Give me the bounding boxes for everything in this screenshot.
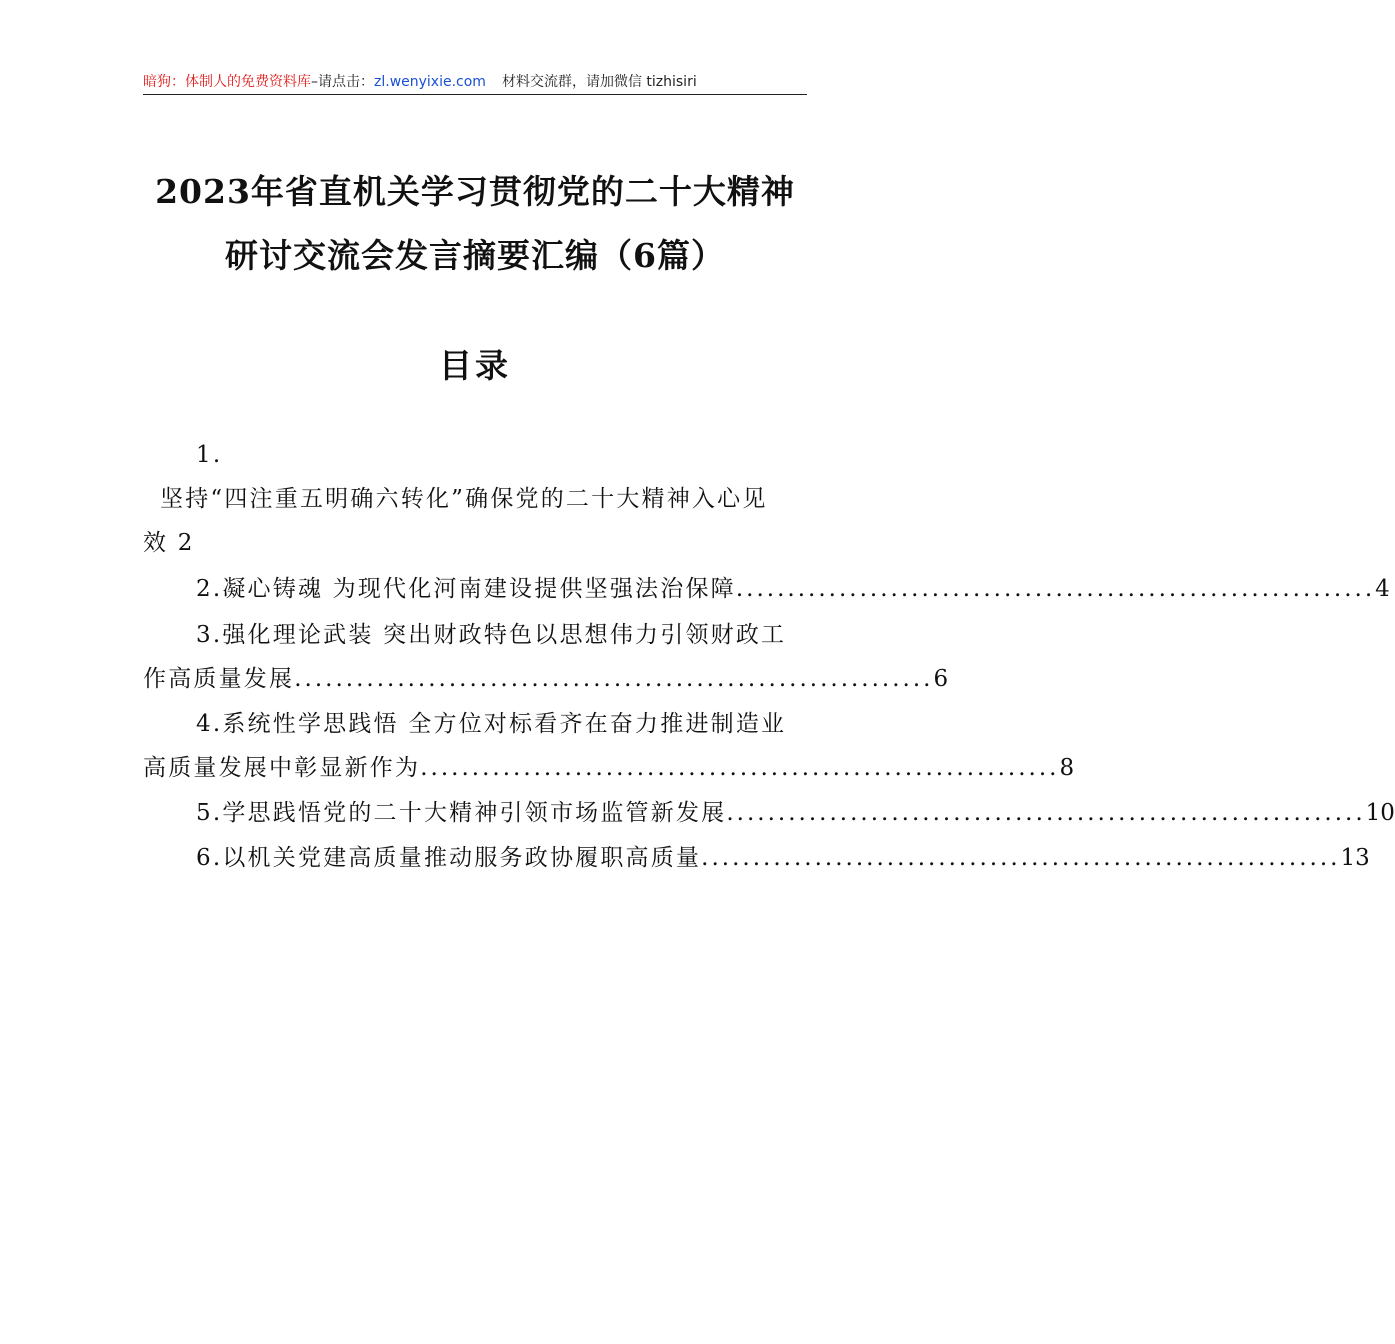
toc-entry-2-leader: .............................................................. <box>735 576 1376 602</box>
toc-heading: 目录 <box>439 346 511 385</box>
toc-entry-4-line1[interactable]: 4.系统性学思践悟 全方位对标看齐在奋力推进制造业 <box>196 711 787 737</box>
toc-entry-2-page: 4 <box>1375 576 1390 602</box>
toc-entry-4-line2[interactable] <box>143 753 1075 783</box>
header-url-link[interactable]: zl.wenyixie.com <box>374 74 486 90</box>
toc-entry-1-line1[interactable]: 坚持“四注重五明确六转化”确保党的二十大精神入心见 <box>160 486 768 512</box>
toc-entry-3-line1[interactable]: 3.强化理论武装 突出财政特色以思想伟力引领财政工 <box>196 622 787 648</box>
toc-entry-4-page: 8 <box>1059 755 1075 781</box>
toc-entry-5-leader: .............................................................. <box>726 800 1366 826</box>
toc-entry-4-leader: .............................................................. <box>420 755 1060 781</box>
toc-entry-1-line2[interactable]: 效 2 <box>143 530 195 556</box>
document-title-line1: 2023年省直机关学习贯彻党的二十大精神 <box>155 172 795 211</box>
toc-entry-5-text: 5.学思践悟党的二十大精神引领市场监管新发展 <box>196 800 727 826</box>
toc-entry-2-text: 2.凝心铸魂 为现代化河南建设提供坚强法治保障 <box>196 576 736 602</box>
page-header <box>143 66 807 95</box>
toc-entry-6-text: 6.以机关党建高质量推动服务政协履职高质量 <box>196 845 702 871</box>
header-wechat-note: 材料交流群，请加微信 tizhisiri <box>501 74 697 90</box>
toc-entry-6[interactable] <box>196 843 1370 873</box>
document-title-line2: 研讨交流会发言摘要汇编（6篇） <box>225 236 725 275</box>
toc-entry-3-leader: .............................................................. <box>294 666 934 692</box>
toc-entry-3-line2[interactable] <box>143 664 949 694</box>
toc-entry-3-page: 6 <box>933 666 949 692</box>
toc-entry-1-number[interactable]: 1. <box>196 442 223 468</box>
toc-entry-5[interactable] <box>196 798 1395 828</box>
toc-entry-2[interactable] <box>196 574 1390 604</box>
header-click-prompt: –请点击： <box>311 74 374 90</box>
toc-entry-3-text: 作高质量发展 <box>143 666 295 692</box>
toc-entry-5-page: 10 <box>1365 800 1395 826</box>
toc-entry-6-page: 13 <box>1340 845 1370 871</box>
toc-entry-4-text: 高质量发展中彰显新作为 <box>143 755 421 781</box>
header-site-label: 暗狗：体制人的免费资料库 <box>143 74 311 90</box>
toc-entry-6-leader: .............................................................. <box>701 845 1341 871</box>
